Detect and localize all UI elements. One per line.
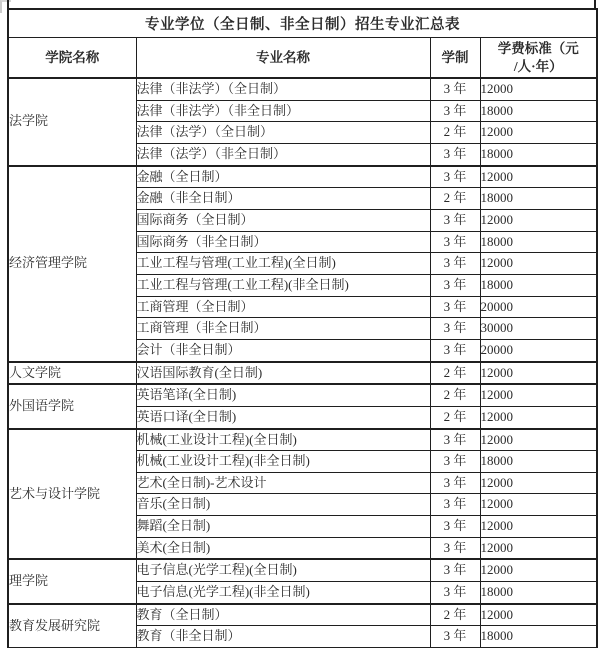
major-cell: 工商管理（非全日制） [136,318,430,340]
duration-cell: 3 年 [430,100,480,122]
major-cell: 法律（非法学）（非全日制） [136,100,430,122]
fee-cell: 18000 [480,100,597,122]
header-row [8,38,597,79]
major-cell: 国际商务（全日制） [136,209,430,231]
col-header-fee [480,38,597,79]
fee-cell: 12000 [480,472,597,494]
major-cell: 美术(全日制) [136,537,430,559]
major-cell: 英语笔译(全日制) [136,384,430,406]
fee-cell: 12000 [480,516,597,538]
col-header-major: 专业名称 [136,38,430,79]
fee-cell: 12000 [480,209,597,231]
college-cell: 经济管理学院 [8,166,136,362]
duration-cell: 3 年 [430,626,480,648]
duration-cell: 3 年 [430,559,480,581]
duration-cell: 3 年 [430,231,480,253]
table-row [8,166,597,188]
fee-cell: 18000 [480,143,597,165]
major-cell: 教育（非全日制） [136,626,430,648]
col-header-duration: 学制 [430,38,480,79]
duration-cell: 3 年 [430,516,480,538]
duration-cell: 3 年 [430,274,480,296]
duration-cell: 3 年 [430,209,480,231]
fee-cell: 12000 [480,78,597,100]
fee-cell: 20000 [480,296,597,318]
major-cell: 艺术(全日制)-艺术设计 [136,472,430,494]
admissions-summary-table [7,8,598,648]
fee-cell: 30000 [480,318,597,340]
major-cell: 汉语国际教育(全日制) [136,362,430,385]
major-cell: 英语口译(全日制) [136,406,430,428]
fee-cell: 12000 [480,406,597,428]
duration-cell: 3 年 [430,143,480,165]
col-header-college: 学院名称 [8,38,136,79]
duration-cell: 3 年 [430,472,480,494]
table-row [8,384,597,406]
fee-cell: 18000 [480,582,597,604]
fee-cell: 12000 [480,537,597,559]
major-cell: 金融（非全日制） [136,188,430,210]
college-cell: 理学院 [8,559,136,603]
fee-cell: 12000 [480,362,597,385]
duration-cell: 2 年 [430,604,480,626]
major-cell: 工业工程与管理(工业工程)(非全日制) [136,274,430,296]
table-wrap [7,8,598,648]
fee-cell: 12000 [480,559,597,581]
table-title: 专业学位（全日制、非全日制）招生专业汇总表 [8,9,597,38]
major-cell: 机械(工业设计工程)(非全日制) [136,451,430,473]
fee-cell: 12000 [480,122,597,144]
college-cell: 艺术与设计学院 [8,429,136,560]
major-cell: 工业工程与管理(工业工程)(全日制) [136,253,430,275]
major-cell: 国际商务（非全日制） [136,231,430,253]
duration-cell: 3 年 [430,339,480,361]
college-cell: 教育发展研究院 [8,604,136,648]
title-row [8,9,597,38]
fee-cell: 12000 [480,604,597,626]
major-cell: 法律（非法学）（全日制） [136,78,430,100]
fee-header-line1: 学费标准（元 [497,40,579,56]
duration-cell: 3 年 [430,296,480,318]
fee-cell: 20000 [480,339,597,361]
duration-cell: 2 年 [430,188,480,210]
fee-cell: 12000 [480,429,597,451]
major-cell: 法律（法学）（非全日制） [136,143,430,165]
table-row [8,604,597,626]
major-cell: 音乐(全日制) [136,494,430,516]
major-cell: 电子信息(光学工程)(全日制) [136,559,430,581]
duration-cell: 3 年 [430,429,480,451]
duration-cell: 2 年 [430,406,480,428]
major-cell: 会计（非全日制） [136,339,430,361]
duration-cell: 2 年 [430,122,480,144]
fee-cell: 18000 [480,188,597,210]
major-cell: 电子信息(光学工程)(非全日制) [136,582,430,604]
college-cell: 人文学院 [8,362,136,385]
duration-cell: 2 年 [430,362,480,385]
duration-cell: 3 年 [430,166,480,188]
major-cell: 金融（全日制） [136,166,430,188]
major-cell: 教育（全日制） [136,604,430,626]
table-row [8,429,597,451]
fee-cell: 12000 [480,494,597,516]
fee-header-line2: /人·年） [513,58,563,74]
fee-cell: 18000 [480,626,597,648]
duration-cell: 3 年 [430,78,480,100]
duration-cell: 3 年 [430,494,480,516]
major-cell: 舞蹈(全日制) [136,516,430,538]
fee-cell: 18000 [480,231,597,253]
fee-cell: 18000 [480,274,597,296]
fee-cell: 12000 [480,166,597,188]
college-cell: 法学院 [8,78,136,166]
table-row [8,559,597,581]
fee-cell: 12000 [480,384,597,406]
major-cell: 法律（法学）（全日制） [136,122,430,144]
duration-cell: 3 年 [430,253,480,275]
duration-cell: 3 年 [430,451,480,473]
table-row [8,362,597,385]
duration-cell: 2 年 [430,384,480,406]
major-cell: 工商管理（全日制） [136,296,430,318]
fee-cell: 18000 [480,451,597,473]
major-cell: 机械(工业设计工程)(全日制) [136,429,430,451]
duration-cell: 3 年 [430,537,480,559]
table-row [8,78,597,100]
college-cell: 外国语学院 [8,384,136,428]
duration-cell: 3 年 [430,318,480,340]
fee-cell: 12000 [480,253,597,275]
duration-cell: 3 年 [430,582,480,604]
